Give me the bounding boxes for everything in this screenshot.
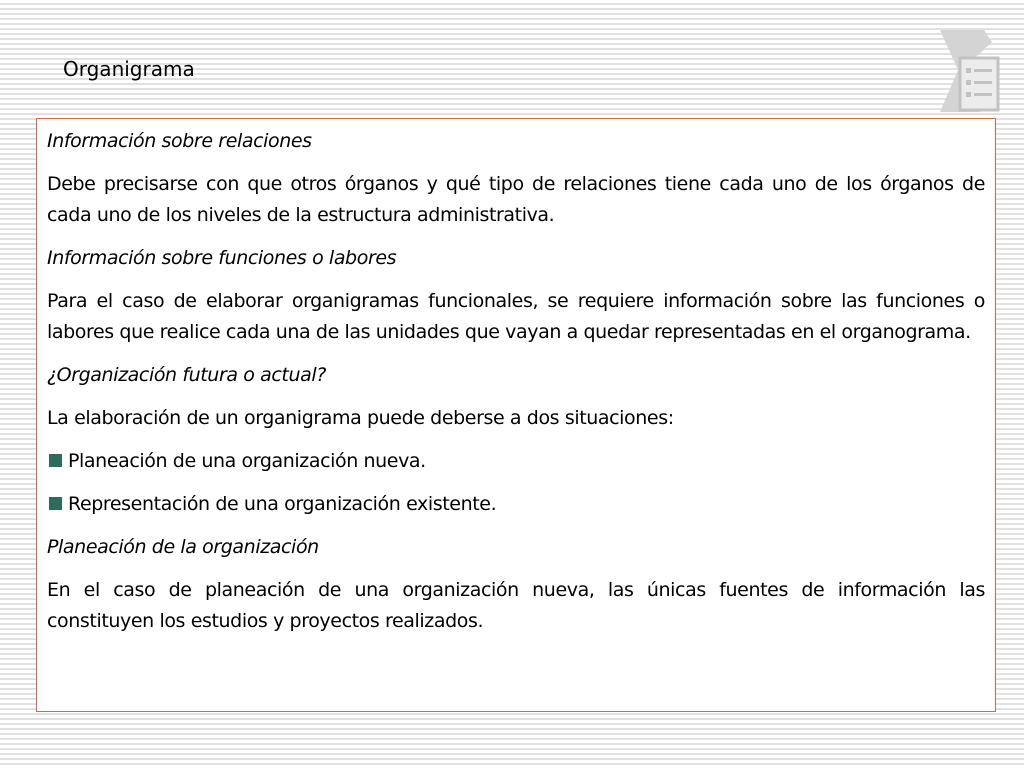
square-bullet-icon: [49, 454, 62, 467]
section-heading-organizacion: ¿Organización futura o actual?: [47, 364, 326, 386]
section-heading-relaciones: Información sobre relaciones: [47, 130, 312, 152]
section-body-funciones: Para el caso de elaborar organigramas funcionales, se requiere información sobre las funciones o labores que realice cada una de las unidades que vayan a quedar representadas en el organograma.: [47, 290, 985, 343]
bullet-item: [47, 446, 985, 477]
section-heading-funciones: Información sobre funciones o labores: [47, 247, 397, 269]
section-body-organizacion: La elaboración de un organigrama puede deberse a dos situaciones:: [47, 407, 674, 429]
section-body-planeacion: En el caso de planeación de una organización nueva, las únicas fuentes de información las constituyen los estudios y proyectos realizados.: [47, 579, 985, 632]
bullet-text: Representación de una organización existente.: [68, 493, 497, 515]
content-box: [36, 118, 996, 712]
slide-title: Organigrama: [63, 57, 195, 81]
bullet-text: Planeación de una organización nueva.: [68, 450, 426, 472]
section-body-relaciones: Debe precisarse con que otros órganos y qué tipo de relaciones tiene cada uno de los órganos de cada uno de los niveles de la estructura administrativa.: [47, 173, 985, 226]
section-heading-planeacion: Planeación de la organización: [47, 536, 319, 558]
square-bullet-icon: [49, 497, 62, 510]
bullet-item: [47, 489, 985, 520]
document-list-icon: [936, 26, 1008, 116]
